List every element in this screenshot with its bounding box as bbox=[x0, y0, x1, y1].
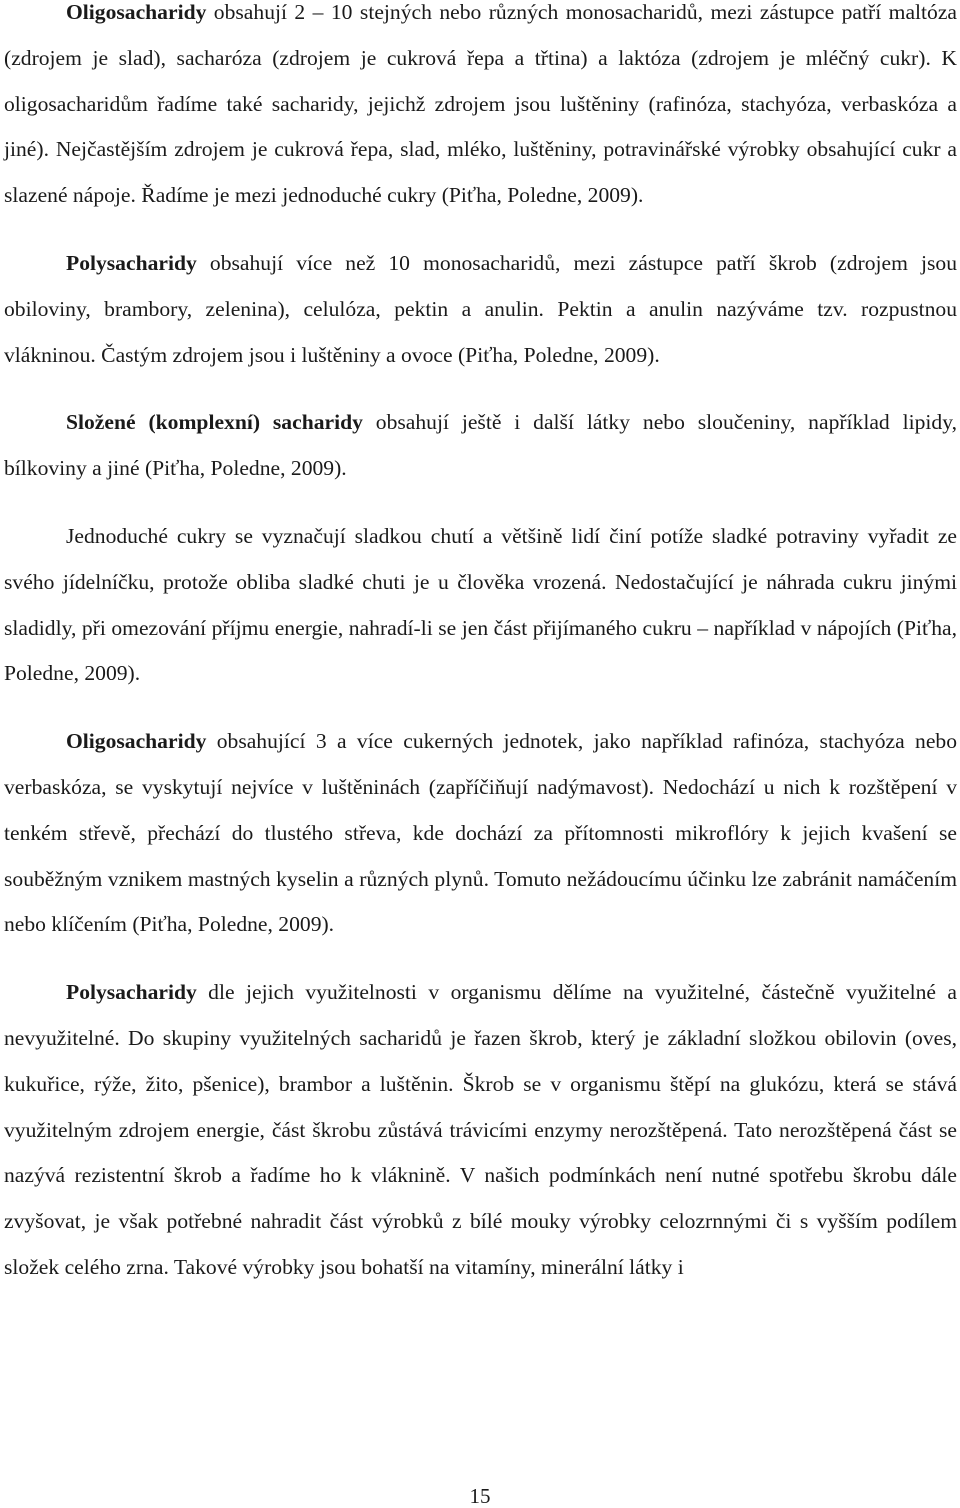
paragraph-text-1: obsahují 2 – 10 stejných nebo různých monosacharidů, mezi zástupce patří maltóza (zdrojem je slad), sacharóza (zdrojem je cukrová řepa a třtina) a laktóza (zdrojem je mléčný cukr). K oligosacharidům řadíme také sacharidy, jejichž zdrojem jsou luštěniny (rafinóza, stachyóza, verbaskóza a jiné). Nejčastějším zdrojem je cukrová řepa, slad, mléko, luštěniny, potravinářské výrobky obsahující cukr a slazené nápoje. Řadíme je mezi jednoduché cukry (Piťha, Poledne, 2009). bbox=[4, 0, 957, 208]
paragraph-text-3: obsahují ještě i další látky nebo sloučeniny, například lipidy, bílkoviny a jiné (Piťha, Poledne, 2009). bbox=[4, 410, 957, 481]
paragraph-polysacharidy-2 bbox=[4, 970, 957, 1291]
paragraph-text-2: obsahují více než 10 monosacharidů, mezi zástupce patří škrob (zdrojem jsou obiloviny, brambory, zelenina), celulóza, pektin a anulin. Pektin a anulin nazýváme tzv. rozpustnou vlákninou. Častým zdrojem jsou i luštěniny a ovoce (Piťha, Poledne, 2009). bbox=[4, 250, 957, 367]
page-number: 15 bbox=[469, 1484, 491, 1508]
term-slozene-sacharidy: Složené (komplexní) sacharidy bbox=[66, 410, 363, 435]
document-page bbox=[4, 0, 957, 1313]
term-oligosacharidy-2: Oligosacharidy bbox=[66, 729, 207, 754]
paragraph-text-4: Jednoduché cukry se vyznačují sladkou chutí a většině lidí činí potíže sladké potraviny vyřadit ze svého jídelníčku, protože obliba sladké chuti je u člověka vrozená. Nedostačující je náhrada cukru jinými sladidly, při omezování příjmu energie, nahradí-li se jen část přijímaného cukru – například v nápojích (Piťha, Poledne, 2009). bbox=[4, 523, 957, 686]
paragraph-jednoduche-cukry bbox=[4, 514, 957, 697]
paragraph-text-6: dle jejich využitelnosti v organismu dělíme na využitelné, částečně využitelné a nevyužitelné. Do skupiny využitelných sacharidů je řazen škrob, který je základní složkou obilovin (oves, kukuřice, rýže, žito, pšenice), brambor a luštěnin. Škrob se v organismu štěpí na glukózu, která se stává využitelným zdrojem energie, část škrobu zůstává trávicími enzymy nerozštěpená. Tato nerozštěpená část se nazývá rezistentní škrob a řadíme ho k vláknině. V našich podmínkách není nutné spotřebu škrobu dále zvyšovat, je však potřebné nahradit část výrobků z bílé mouky výrobky celozrnnými či s vyšším podílem složek celého zrna. Takové výrobky jsou bohatší na vitamíny, minerální látky i bbox=[4, 980, 957, 1279]
term-polysacharidy-1: Polysacharidy bbox=[66, 250, 197, 275]
term-oligosacharidy-1: Oligosacharidy bbox=[66, 0, 207, 24]
paragraph-oligosacharidy-2 bbox=[4, 719, 957, 948]
paragraph-polysacharidy-1 bbox=[4, 241, 957, 378]
term-polysacharidy-2: Polysacharidy bbox=[66, 980, 197, 1005]
paragraph-text-5: obsahující 3 a více cukerných jednotek, jako například rafinóza, stachyóza nebo verbaskóza, se vyskytují nejvíce v luštěninách (zapříčiňují nadýmavost). Nedochází u nich k rozštěpení v tenkém střevě, přechází do tlustého střeva, kde dochází za přítomnosti mikroflóry k jejich kvašení se souběžným vznikem mastných kyselin a různých plynů. Tomuto nežádoucímu účinku lze zabránit namáčením nebo klíčením (Piťha, Poledne, 2009). bbox=[4, 729, 957, 937]
paragraph-oligosacharidy-1 bbox=[4, 0, 957, 219]
paragraph-slozene-sacharidy bbox=[4, 400, 957, 492]
